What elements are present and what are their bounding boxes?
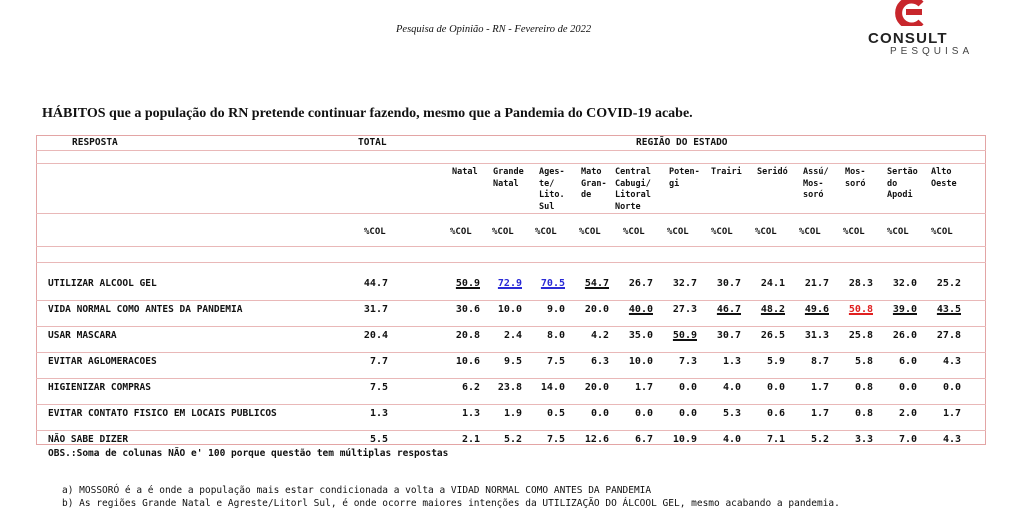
value-cell: 5.3 (722, 408, 741, 419)
value-cell: 0.0 (942, 382, 961, 393)
row-label: HIGIENIZAR COMPRAS (48, 382, 151, 393)
row-label: UTILIZAR ALCOOL GEL (48, 278, 157, 289)
value-cell: 7.5 (546, 356, 565, 367)
value-cell: 26.7 (628, 278, 653, 289)
value-cell: 46.7 (716, 304, 741, 315)
note-a: a) MOSSORÓ é a é onde a população mais estar condicionada a volta a VIDAD NORMAL COMO ANTES DA PANDEMIA (62, 485, 652, 496)
value-cell: 54.7 (584, 278, 609, 289)
value-cell: 21.7 (804, 278, 829, 289)
value-cell: 0.5 (546, 408, 565, 419)
logo-sub: PESQUISA (890, 46, 974, 57)
value-cell: 32.7 (672, 278, 697, 289)
column-header: Ages- te/ Lito. Sul (539, 167, 565, 212)
obs-note: OBS.:Soma de colunas NÃO e' 100 porque questão tem múltiplas respostas (48, 448, 449, 459)
header-text: Pesquisa de Opinião - RN - Fevereiro de 2022 (396, 24, 592, 35)
value-cell: 7.3 (678, 356, 697, 367)
page-title: HÁBITOS que a população do RN pretende continuar fazendo, mesmo que a Pandemia do COVID-19 acabe. (42, 106, 693, 121)
value-cell: 0.0 (678, 382, 697, 393)
column-header: Central Cabugi/ Litoral Norte (615, 167, 651, 212)
value-cell: 0.8 (854, 382, 873, 393)
column-header: Mos- soró (845, 167, 866, 189)
value-cell: 23.8 (497, 382, 522, 393)
percent-label: %COL (492, 227, 514, 237)
logo-c-icon (894, 0, 926, 26)
value-cell: 39.0 (892, 304, 917, 315)
value-cell: 10.0 (497, 304, 522, 315)
column-header: Assú/ Mos- soró (803, 167, 829, 200)
table-divider (36, 163, 986, 164)
value-cell: 7.1 (766, 434, 785, 445)
value-cell: 0.0 (634, 408, 653, 419)
value-cell: 24.1 (760, 278, 785, 289)
value-cell: 0.0 (590, 408, 609, 419)
value-cell: 35.0 (628, 330, 653, 341)
value-cell: 25.8 (848, 330, 873, 341)
column-header: Seridó (757, 167, 788, 177)
value-cell: 20.0 (584, 304, 609, 315)
note-b: b) As regiões Grande Natal e Agreste/Litorl Sul, é onde ocorre maiores intenções da UTILIZAÇÃO DO ÁLCOOL GEL, mesmo acabando a pandemia. (62, 498, 840, 509)
value-cell: 1.3 (461, 408, 480, 419)
column-header: Trairi (711, 167, 742, 177)
value-cell: 4.3 (942, 434, 961, 445)
value-cell: 43.5 (936, 304, 961, 315)
value-cell: 26.5 (760, 330, 785, 341)
value-cell: 1.7 (634, 382, 653, 393)
row-label: NÃO SABE DIZER (48, 434, 129, 445)
value-cell: 3.3 (854, 434, 873, 445)
percent-label: %COL (931, 227, 953, 237)
value-cell: 72.9 (497, 278, 522, 289)
table-divider (36, 300, 986, 301)
percent-label: %COL (667, 227, 689, 237)
value-cell: 0.0 (766, 382, 785, 393)
row-label: USAR MASCARA (48, 330, 117, 341)
value-cell: 12.6 (584, 434, 609, 445)
value-cell: 50.9 (455, 278, 480, 289)
value-cell: 27.3 (672, 304, 697, 315)
value-cell: 1.7 (810, 408, 829, 419)
column-header: Grande Natal (493, 167, 524, 189)
value-cell: 10.0 (628, 356, 653, 367)
percent-label: %COL (450, 227, 472, 237)
total-cell: 20.4 (363, 330, 388, 341)
total-cell: 44.7 (363, 278, 388, 289)
value-cell: 1.7 (942, 408, 961, 419)
percent-label: %COL (535, 227, 557, 237)
total-cell: 7.5 (369, 382, 388, 393)
table-divider (36, 326, 986, 327)
percent-label: %COL (887, 227, 909, 237)
value-cell: 9.0 (546, 304, 565, 315)
value-cell: 8.0 (546, 330, 565, 341)
table-divider (36, 246, 986, 247)
value-cell: 31.3 (804, 330, 829, 341)
percent-label: %COL (623, 227, 645, 237)
value-cell: 2.1 (461, 434, 480, 445)
value-cell: 20.8 (455, 330, 480, 341)
value-cell: 30.7 (716, 330, 741, 341)
value-cell: 1.3 (722, 356, 741, 367)
value-cell: 4.0 (722, 382, 741, 393)
table-divider (36, 150, 986, 151)
value-cell: 40.0 (628, 304, 653, 315)
row-label: EVITAR CONTATO FISICO EM LOCAIS PUBLICOS (48, 408, 277, 419)
value-cell: 9.5 (503, 356, 522, 367)
consult-logo (868, 0, 974, 62)
value-cell: 50.9 (672, 330, 697, 341)
header-regiao: REGIÃO DO ESTADO (636, 137, 728, 148)
value-cell: 8.7 (810, 356, 829, 367)
value-cell: 6.3 (590, 356, 609, 367)
value-cell: 70.5 (540, 278, 565, 289)
total-cell: 1.3 (369, 408, 388, 419)
value-cell: 2.0 (898, 408, 917, 419)
header-total: TOTAL (358, 137, 387, 148)
value-cell: 2.4 (503, 330, 522, 341)
percent-label: %COL (711, 227, 733, 237)
table-divider (36, 213, 986, 214)
percent-label: %COL (364, 227, 386, 237)
percent-label: %COL (843, 227, 865, 237)
total-cell: 7.7 (369, 356, 388, 367)
total-cell: 31.7 (363, 304, 388, 315)
value-cell: 5.9 (766, 356, 785, 367)
value-cell: 0.0 (898, 382, 917, 393)
value-cell: 0.0 (678, 408, 697, 419)
table-divider (36, 378, 986, 379)
table-divider (36, 404, 986, 405)
column-header: Sertão do Apodi (887, 167, 918, 200)
value-cell: 26.0 (892, 330, 917, 341)
value-cell: 28.3 (848, 278, 873, 289)
table-divider (36, 352, 986, 353)
value-cell: 10.6 (455, 356, 480, 367)
value-cell: 1.9 (503, 408, 522, 419)
value-cell: 6.2 (461, 382, 480, 393)
header-resposta: RESPOSTA (72, 137, 118, 148)
percent-label: %COL (799, 227, 821, 237)
value-cell: 4.3 (942, 356, 961, 367)
value-cell: 4.2 (590, 330, 609, 341)
value-cell: 0.6 (766, 408, 785, 419)
table-divider (36, 262, 986, 263)
value-cell: 27.8 (936, 330, 961, 341)
column-header: Mato Gran- de (581, 167, 607, 200)
value-cell: 4.0 (722, 434, 741, 445)
value-cell: 10.9 (672, 434, 697, 445)
column-header: Alto Oeste (931, 167, 957, 189)
value-cell: 14.0 (540, 382, 565, 393)
table-divider (36, 430, 986, 431)
row-label: EVITAR AGLOMERACOES (48, 356, 157, 367)
value-cell: 7.0 (898, 434, 917, 445)
value-cell: 6.7 (634, 434, 653, 445)
total-cell: 5.5 (369, 434, 388, 445)
value-cell: 5.2 (503, 434, 522, 445)
percent-label: %COL (579, 227, 601, 237)
percent-label: %COL (755, 227, 777, 237)
value-cell: 32.0 (892, 278, 917, 289)
value-cell: 49.6 (804, 304, 829, 315)
value-cell: 6.0 (898, 356, 917, 367)
logo-name: CONSULT (868, 30, 948, 47)
row-label: VIDA NORMAL COMO ANTES DA PANDEMIA (48, 304, 243, 315)
value-cell: 30.7 (716, 278, 741, 289)
value-cell: 30.6 (455, 304, 480, 315)
value-cell: 50.8 (848, 304, 873, 315)
value-cell: 1.7 (810, 382, 829, 393)
value-cell: 20.0 (584, 382, 609, 393)
value-cell: 25.2 (936, 278, 961, 289)
value-cell: 5.2 (810, 434, 829, 445)
column-header: Natal (452, 167, 478, 177)
column-header: Poten- gi (669, 167, 700, 189)
value-cell: 0.8 (854, 408, 873, 419)
value-cell: 5.8 (854, 356, 873, 367)
value-cell: 7.5 (546, 434, 565, 445)
value-cell: 48.2 (760, 304, 785, 315)
